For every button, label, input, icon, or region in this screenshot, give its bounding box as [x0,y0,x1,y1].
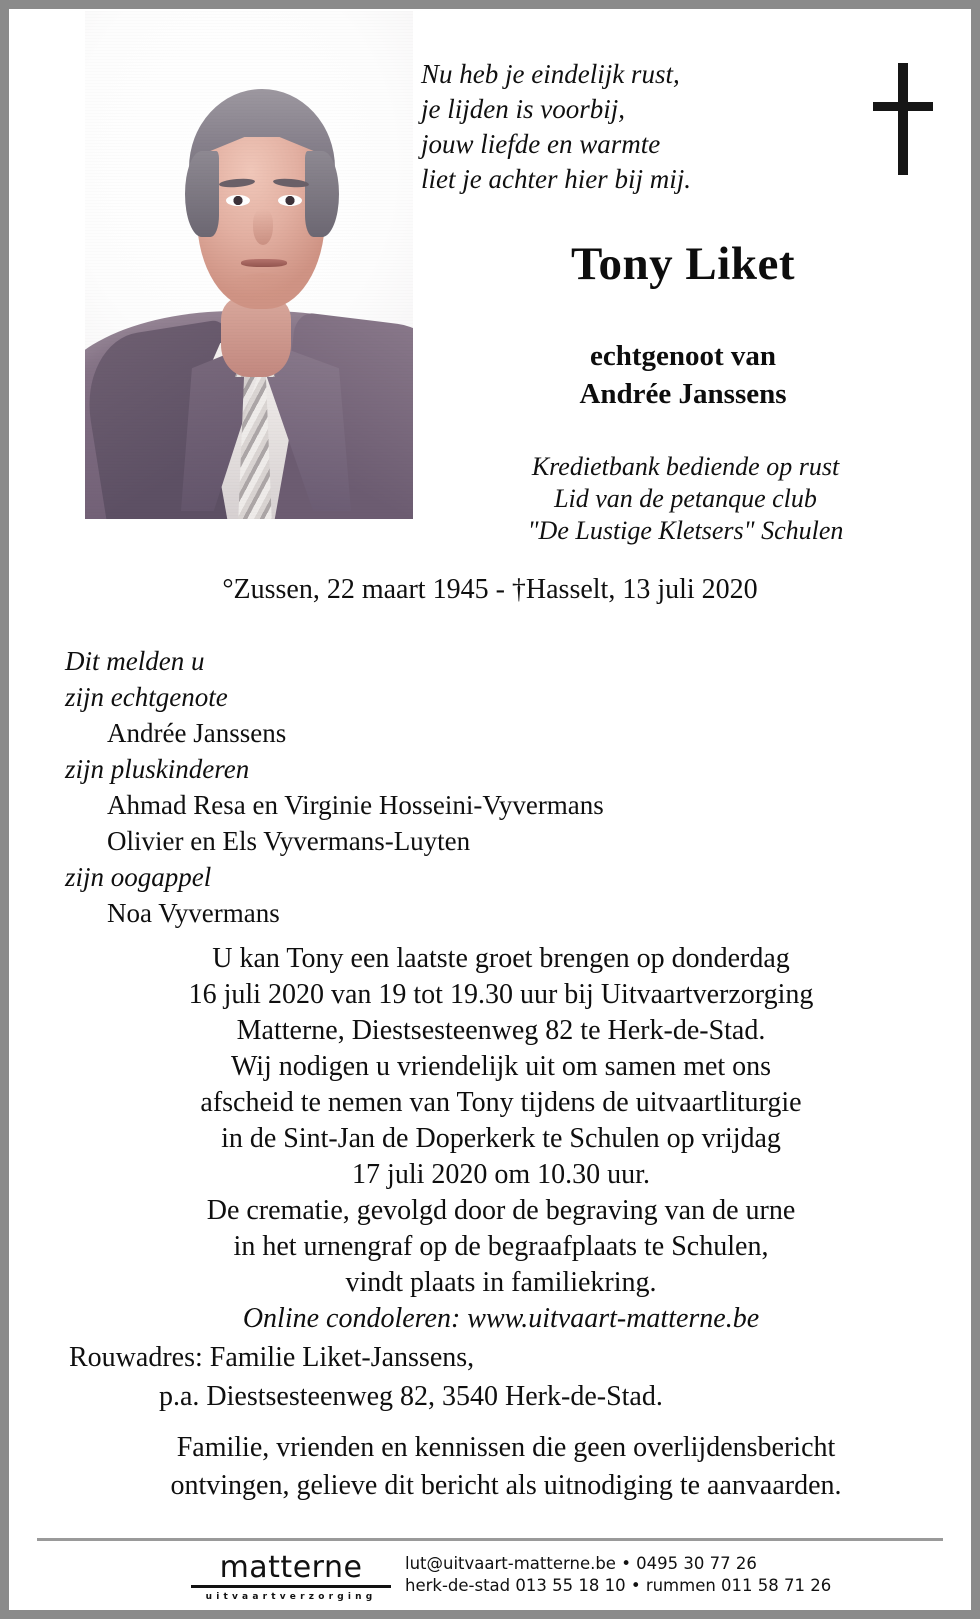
birth-death-dates: °Zussen, 22 maart 1945 - †Hasselt, 13 juli 2020 [222,574,758,605]
closing-line: ontvingen, gelieve dit bericht als uitnodiging te aanvaarden. [170,1470,842,1501]
family-intro: Dit melden u [65,646,205,676]
family-role-label: zijn echtgenote [65,682,228,712]
poem-line: je lijden is voorbij, [421,94,625,124]
cross-vertical-bar [898,63,908,175]
ceremony-line: De crematie, gevolgd door de begraving van de urne [206,1195,796,1226]
ceremony-line: in de Sint-Jan de Doperkerk te Schulen op vrijdag [221,1123,781,1154]
mourning-address-line1: Rouwadres: Familie Liket-Janssens, [69,1342,475,1373]
christian-cross-icon [869,63,935,175]
role-line: Lid van de petanque club [554,484,817,513]
poem-line: jouw liefde en warmte [421,129,661,159]
closing-note [61,1429,951,1505]
family-member: Noa Vyvermans [107,898,280,928]
matterne-logo [191,1550,391,1602]
portrait-photo [85,11,413,519]
contact-email-phone[interactable]: lut@uitvaart-matterne.be • 0495 30 77 26 [405,1554,757,1573]
ceremony-line: Matterne, Diestsesteenweg 82 te Herk-de-Stad. [236,1015,766,1046]
family-announcement [65,643,825,931]
family-member: Ahmad Resa en Virginie Hosseini-Vyvermans [107,790,604,820]
logo-subtitle: uitvaartverzorging [205,1592,377,1602]
family-member: Andrée Janssens [107,718,287,748]
ceremony-line: Wij nodigen u vriendelijk uit om samen met ons [230,1051,772,1082]
role-line: Kredietbank bediende op rust [531,452,840,481]
ceremony-line: U kan Tony een laatste groet brengen op donderdag [212,943,790,974]
closing-line: Familie, vrienden en kennissen die geen overlijdensbericht [176,1432,836,1463]
spouse-block [413,337,953,413]
ceremony-line: afscheid te nemen van Tony tijdens de uitvaartliturgie [200,1087,802,1118]
cross-horizontal-bar [873,102,933,111]
logo-wordmark: matterne [191,1553,391,1588]
poem-line: liet je achter hier bij mij. [421,164,691,194]
contact-locations-phones[interactable]: herk-de-stad 013 55 18 10 • rummen 011 58 71 26 [405,1576,832,1595]
family-role-label: zijn oogappel [65,862,212,892]
footer [37,1549,943,1609]
deceased-name: Tony Liket [571,238,795,290]
spouse-name: Andrée Janssens [579,378,787,410]
footer-contact [405,1553,925,1597]
relation-label: echtgenoot van [589,340,777,372]
ceremony-line: in het urnengraf op de begraafplaats te Schulen, [233,1231,769,1262]
footer-divider [37,1538,943,1541]
photo-grain-overlay [85,11,413,519]
family-member: Olivier en Els Vyvermans-Luyten [107,826,471,856]
ceremony-line: vindt plaats in familiekring. [345,1267,657,1298]
memorial-card [9,9,971,1610]
mourning-address [69,1338,949,1416]
ceremony-line: 16 juli 2020 van 19 tot 19.30 uur bij Uitvaartverzorging [188,979,814,1010]
role-line: "De Lustige Kletsers" Schulen [527,516,844,545]
mourning-address-line2: p.a. Diestsesteenweg 82, 3540 Herk-de-Stad. [159,1381,663,1412]
poem-line: Nu heb je eindelijk rust, [421,59,680,89]
ceremony-line: 17 juli 2020 om 10.30 uur. [352,1159,650,1190]
ceremony-details [73,941,929,1337]
deceased-roles [413,451,958,547]
memorial-poem [421,57,851,197]
family-role-label: zijn pluskinderen [65,754,250,784]
online-condolence-link[interactable]: Online condoleren: www.uitvaart-matterne.be [242,1303,760,1334]
